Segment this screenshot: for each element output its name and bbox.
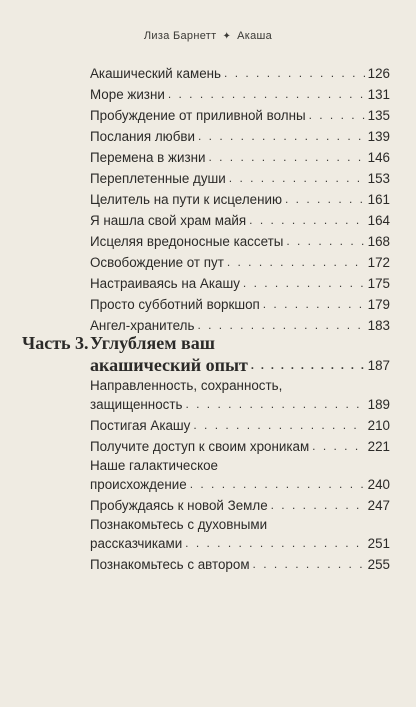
toc-leader-dots bbox=[208, 149, 364, 166]
toc-entry[interactable] bbox=[90, 251, 390, 271]
toc-entry-title: происхождение bbox=[90, 477, 187, 492]
part-label: Часть 3. bbox=[22, 333, 89, 353]
toc-entry-title: Пробуждаясь к новой Земле bbox=[90, 498, 268, 513]
toc-entry-title: Переплетенные души bbox=[90, 171, 226, 186]
toc-entry-page: 240 bbox=[367, 477, 390, 492]
toc-entry[interactable] bbox=[90, 435, 390, 455]
toc-entry[interactable] bbox=[90, 209, 390, 229]
header-separator-icon: ✦ bbox=[222, 31, 232, 42]
toc-leader-dots bbox=[190, 476, 365, 493]
toc-entry-title-line1: Направленность, сохранность, bbox=[90, 378, 283, 393]
toc-entry-page: 175 bbox=[367, 276, 390, 291]
toc-leader-dots bbox=[312, 438, 364, 455]
toc-entry-page: 135 bbox=[367, 108, 390, 123]
toc-entry-title: Настраиваясь на Акашу bbox=[90, 276, 240, 291]
toc-entry[interactable] bbox=[90, 230, 390, 250]
toc-entry-page: 139 bbox=[367, 129, 390, 144]
toc-entry[interactable] bbox=[90, 393, 390, 413]
toc-entry-title: Исцеляя вредоносные кассеты bbox=[90, 234, 284, 249]
toc-leader-dots bbox=[168, 86, 365, 103]
toc-entry[interactable] bbox=[90, 146, 390, 166]
toc-leader-dots bbox=[286, 233, 364, 250]
toc-entry-page: 210 bbox=[367, 418, 390, 433]
toc-leader-dots bbox=[229, 170, 365, 187]
toc-entry[interactable] bbox=[90, 532, 390, 552]
toc-entry-title: Я нашла свой храм майя bbox=[90, 213, 247, 228]
toc-entry[interactable] bbox=[90, 553, 390, 573]
toc-entry-page: 126 bbox=[367, 66, 390, 81]
toc-leader-dots bbox=[263, 296, 365, 313]
header-title: Акаша bbox=[237, 30, 273, 42]
toc-entry[interactable] bbox=[90, 473, 390, 493]
toc-entry-page: 255 bbox=[367, 557, 390, 572]
toc-entry-page: 146 bbox=[367, 150, 390, 165]
toc-entry-page: 221 bbox=[367, 439, 390, 454]
toc-entry-title: Получите доступ к своим хроникам bbox=[90, 439, 310, 454]
toc-entry-title: Просто субботний воркшоп bbox=[90, 297, 260, 312]
toc-entry[interactable] bbox=[90, 62, 390, 82]
toc-entry[interactable] bbox=[90, 104, 390, 124]
part-title-line2: акашический опыт bbox=[90, 355, 248, 375]
toc-entry[interactable] bbox=[90, 414, 390, 434]
toc-entry-page: 189 bbox=[367, 397, 390, 412]
toc-entry[interactable] bbox=[90, 494, 390, 514]
toc-entry-title: Послания любви bbox=[90, 129, 195, 144]
toc-entry-page: 164 bbox=[367, 213, 390, 228]
toc-entry-title: Пробуждение от приливной волны bbox=[90, 108, 306, 123]
toc-entry-title: рассказчиками bbox=[90, 536, 183, 551]
toc-entry-page: 153 bbox=[367, 171, 390, 186]
toc-leader-dots bbox=[309, 107, 365, 124]
toc-leader-dots bbox=[197, 317, 364, 334]
toc-leader-dots bbox=[285, 191, 365, 208]
toc-entry[interactable] bbox=[90, 188, 390, 208]
toc-leader-dots bbox=[249, 212, 364, 229]
part-title-entry[interactable] bbox=[90, 350, 390, 374]
toc-entry[interactable] bbox=[90, 125, 390, 145]
toc-leader-dots bbox=[271, 497, 365, 514]
toc-leader-dots bbox=[185, 396, 364, 413]
toc-entry[interactable] bbox=[90, 83, 390, 103]
toc-entry-title-line1: Наше галактическое bbox=[90, 458, 218, 473]
toc-entry-title: Ангел-хранитель bbox=[90, 318, 195, 333]
part-page: 187 bbox=[367, 358, 390, 373]
toc-entry[interactable] bbox=[90, 314, 390, 334]
toc-entry[interactable] bbox=[90, 272, 390, 292]
toc-entry-title: Познакомьтесь с автором bbox=[90, 557, 250, 572]
toc-entry-title: Целитель на пути к исцелению bbox=[90, 192, 282, 207]
toc-entry[interactable] bbox=[90, 293, 390, 313]
toc-entry-page: 168 bbox=[367, 234, 390, 249]
part-title-line1: Углубляем ваш bbox=[90, 333, 215, 353]
toc-entry-page: 247 bbox=[367, 498, 390, 513]
running-header bbox=[0, 30, 416, 42]
toc-entry-title: защищенность bbox=[90, 397, 183, 412]
toc-entry-page: 251 bbox=[367, 536, 390, 551]
toc-leader-dots bbox=[251, 357, 365, 374]
toc-entry-page: 179 bbox=[367, 297, 390, 312]
toc-entry-page: 183 bbox=[367, 318, 390, 333]
toc-leader-dots bbox=[253, 556, 365, 573]
toc-entry-page: 161 bbox=[367, 192, 390, 207]
toc-entry-title: Постигая Акашу bbox=[90, 418, 191, 433]
toc-leader-dots bbox=[227, 254, 365, 271]
toc-entry[interactable] bbox=[90, 167, 390, 187]
toc-entry-title: Море жизни bbox=[90, 87, 165, 102]
toc-entry-title: Акашический камень bbox=[90, 66, 222, 81]
toc-entry-title-line1: Познакомьтесь с духовными bbox=[90, 517, 268, 532]
toc-entry-page: 172 bbox=[367, 255, 390, 270]
toc-leader-dots bbox=[185, 535, 364, 552]
header-author: Лиза Барнетт bbox=[143, 30, 217, 42]
toc-entry-title: Перемена в жизни bbox=[90, 150, 206, 165]
toc-leader-dots bbox=[224, 65, 365, 82]
toc-leader-dots bbox=[193, 417, 364, 434]
toc-leader-dots bbox=[198, 128, 365, 145]
toc-entry-page: 131 bbox=[367, 87, 390, 102]
toc-leader-dots bbox=[243, 275, 365, 292]
toc-entry-title: Освобождение от пут bbox=[90, 255, 224, 270]
